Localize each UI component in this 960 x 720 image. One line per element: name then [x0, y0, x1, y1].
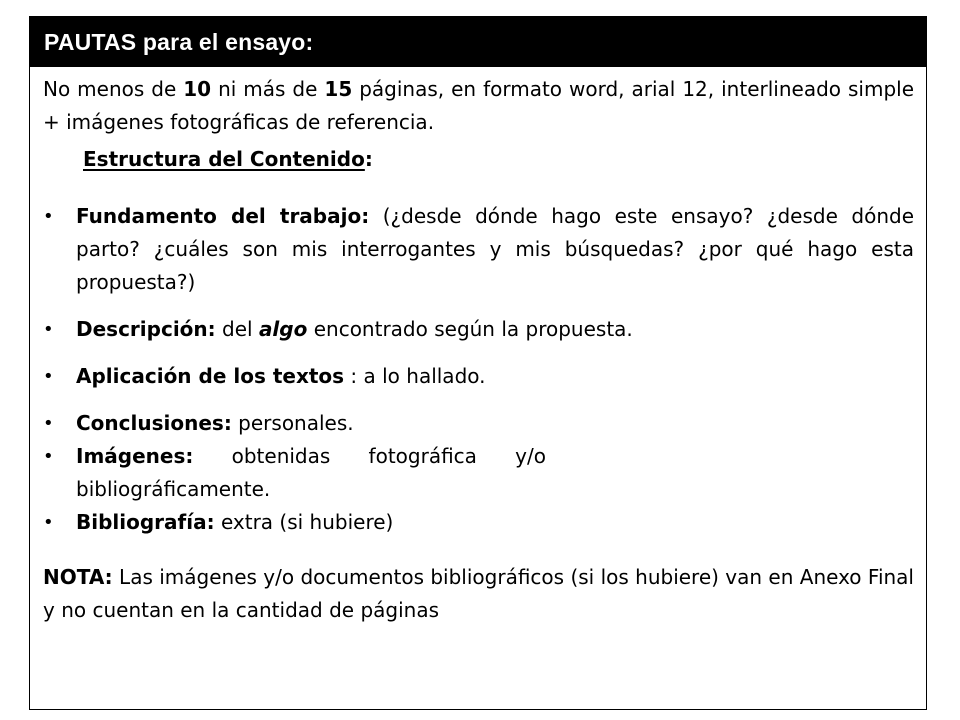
- note-label: NOTA:: [43, 565, 113, 589]
- content-structure-heading: [83, 143, 914, 176]
- intro-paragraph: [43, 73, 914, 139]
- guidelines-content: [43, 73, 914, 627]
- item-text: obtenidas fotográfica y/o bibliográficamente.: [76, 444, 546, 501]
- bullet-icon: •: [43, 512, 54, 533]
- item-label: Aplicación de los textos: [76, 364, 345, 388]
- bullet-icon: •: [43, 206, 54, 227]
- item-text: del: [215, 317, 259, 341]
- guidelines-box: [29, 16, 927, 710]
- list-item-conclusiones: [43, 407, 914, 440]
- item-text: : a lo hallado.: [344, 364, 486, 388]
- note-paragraph: [43, 561, 914, 627]
- item-label: Bibliografía:: [76, 510, 215, 534]
- item-text: (¿desde dónde hago este ensayo? ¿desde dónde parto? ¿cuáles son mis interrogantes y mis búsquedas? ¿por qué hago esta propuesta?): [76, 204, 915, 294]
- bullet-icon: •: [43, 413, 54, 434]
- intro-min-pages: 10: [183, 77, 212, 101]
- item-label: Conclusiones:: [76, 411, 232, 435]
- list-item-bibliografia: [43, 506, 914, 539]
- item-text: personales.: [231, 411, 354, 435]
- intro-max-pages: 15: [324, 77, 353, 101]
- subheading-colon: :: [364, 147, 373, 171]
- list-item-imagenes: [43, 440, 546, 506]
- header-bar: [30, 17, 926, 67]
- list-item-descripcion: [43, 313, 914, 346]
- list-item-aplicacion: [43, 360, 914, 393]
- item-label: Descripción:: [76, 317, 216, 341]
- item-text: encontrado según la propuesta.: [307, 317, 633, 341]
- structure-list: [43, 200, 914, 539]
- subheading-label: Estructura del Contenido: [83, 147, 365, 171]
- note-text: Las imágenes y/o documentos bibliográficos (si los hubiere) van en Anexo Final y no cuentan en la cantidad de páginas: [43, 565, 914, 622]
- intro-text-2: ni más de: [211, 77, 325, 101]
- list-item-fundamento: [43, 200, 914, 299]
- item-label: Imágenes:: [76, 444, 194, 468]
- intro-text-3: páginas, en formato word, arial 12, interlineado simple + imágenes fotográficas de referencia.: [43, 77, 914, 134]
- header-title: PAUTAS para el ensayo:: [44, 28, 314, 55]
- intro-text-1: No menos de: [43, 77, 184, 101]
- bullet-icon: •: [43, 446, 54, 467]
- item-emphasis: algo: [258, 317, 308, 341]
- bullet-icon: •: [43, 319, 54, 340]
- bullet-icon: •: [43, 366, 54, 387]
- item-text: extra (si hubiere): [214, 510, 394, 534]
- item-label: Fundamento del trabajo:: [76, 204, 370, 228]
